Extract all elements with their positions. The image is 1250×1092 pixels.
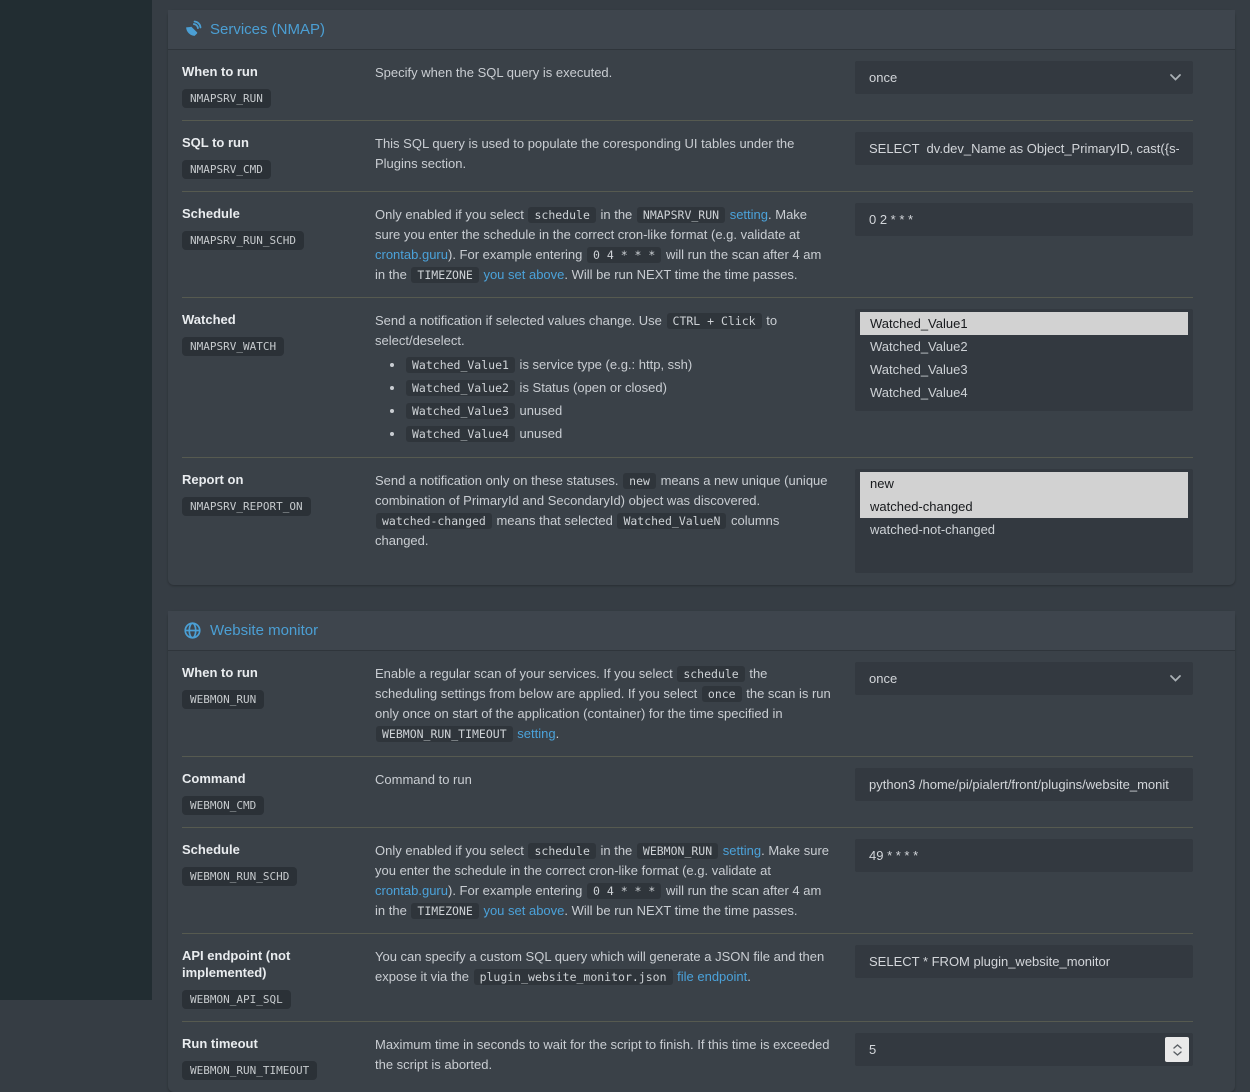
text-segment: the scan is run only once on start of the application (container) for the time specified in bbox=[375, 686, 831, 721]
section-rows bbox=[168, 50, 1235, 585]
text-segment: in the bbox=[596, 207, 636, 222]
setting-code-badge: NMAPSRV_REPORT_ON bbox=[182, 497, 311, 516]
setting-row-webmon-api-sql bbox=[182, 933, 1193, 1021]
text-segment: Enable a regular scan of your services. If you select bbox=[375, 666, 677, 681]
text-segment: Send a notification only on these statuses. bbox=[375, 473, 623, 488]
chevron-down-icon bbox=[1170, 675, 1181, 682]
inline-code: WEBMON_RUN bbox=[637, 843, 718, 859]
text-segment: Send a notification if selected values change. Use bbox=[375, 313, 666, 328]
listbox-option[interactable]: Watched_Value4 bbox=[870, 385, 968, 400]
setting-description bbox=[375, 1035, 831, 1075]
setting-description bbox=[375, 770, 831, 790]
inline-code: Watched_ValueN bbox=[617, 513, 726, 529]
setting-label: Schedule bbox=[182, 206, 240, 221]
sidebar bbox=[0, 0, 152, 1000]
section-rows bbox=[168, 651, 1235, 1092]
text-segment: Maximum time in seconds to wait for the script to finish. If this time is exceeded the script is aborted. bbox=[375, 1037, 830, 1072]
setting-row-webmon-run bbox=[182, 651, 1193, 756]
settings-content bbox=[152, 0, 1250, 1092]
text-segment: . Will be run NEXT time the time passes. bbox=[564, 903, 798, 918]
select-value: once bbox=[869, 70, 898, 85]
inline-code: Watched_Value3 bbox=[406, 403, 515, 419]
setting-description bbox=[375, 947, 831, 987]
setting-label: SQL to run bbox=[182, 135, 249, 150]
nmapsrv-run-select[interactable] bbox=[855, 61, 1193, 94]
text-segment: unused bbox=[515, 426, 563, 441]
bullet-item bbox=[405, 377, 831, 399]
inline-code: schedule bbox=[528, 843, 595, 859]
setting-code-badge: NMAPSRV_RUN_SCHD bbox=[182, 231, 304, 250]
setting-description bbox=[375, 471, 831, 551]
setting-row-webmon-cmd bbox=[182, 756, 1193, 827]
listbox-option[interactable]: Watched_Value1 bbox=[860, 312, 1188, 335]
chevron-down-icon bbox=[1173, 1051, 1182, 1056]
inline-code: Watched_Value2 bbox=[406, 380, 515, 396]
listbox-option[interactable]: watched-changed bbox=[860, 495, 1188, 518]
inline-code: Watched_Value4 bbox=[406, 426, 515, 442]
inline-link[interactable]: you set above bbox=[483, 903, 565, 918]
bullet-item bbox=[405, 423, 831, 445]
text-segment: Only enabled if you select bbox=[375, 843, 528, 858]
webmon-api-sql-input[interactable] bbox=[855, 945, 1193, 978]
nmapsrv-run-schd-input[interactable] bbox=[855, 203, 1193, 236]
setting-description bbox=[375, 841, 831, 921]
nmapsrv-cmd-input[interactable] bbox=[855, 132, 1193, 165]
listbox-option[interactable]: watched-not-changed bbox=[870, 522, 996, 537]
bullet-item bbox=[405, 400, 831, 422]
text-segment: ). For example entering bbox=[448, 247, 587, 262]
text-segment: Specify when the SQL query is executed. bbox=[375, 65, 613, 80]
bullet-item bbox=[405, 354, 831, 376]
webmon-run-select[interactable] bbox=[855, 662, 1193, 695]
setting-code-badge: WEBMON_CMD bbox=[182, 796, 264, 815]
inline-code: CTRL + Click bbox=[667, 313, 762, 329]
setting-label: When to run bbox=[182, 64, 258, 79]
setting-label: API endpoint (not implemented) bbox=[182, 948, 291, 980]
inline-code: watched-changed bbox=[376, 513, 492, 529]
text-segment: will run the scan after 4 am in the bbox=[375, 883, 822, 918]
setting-code-badge: WEBMON_RUN_SCHD bbox=[182, 867, 297, 886]
inline-code: new bbox=[623, 473, 656, 489]
setting-row-nmapsrv-cmd bbox=[182, 120, 1193, 191]
setting-label: Run timeout bbox=[182, 1036, 258, 1051]
select-value: once bbox=[869, 671, 898, 686]
setting-code-badge: NMAPSRV_CMD bbox=[182, 160, 271, 179]
chevron-up-icon bbox=[1173, 1044, 1182, 1049]
text-segment: is service type (e.g.: http, ssh) bbox=[515, 357, 693, 372]
inline-link[interactable]: setting bbox=[729, 207, 769, 222]
text-segment: You can specify a custom SQL query which will generate a JSON file and then expose it via the bbox=[375, 949, 825, 984]
text-segment: ). For example entering bbox=[448, 883, 587, 898]
setting-label: When to run bbox=[182, 665, 258, 680]
section-title: Website monitor bbox=[210, 622, 319, 639]
section-header-services-nmap bbox=[168, 10, 1235, 50]
setting-row-webmon-run-schd bbox=[182, 827, 1193, 933]
webmon-run-timeout-field bbox=[855, 1033, 1193, 1066]
inline-link[interactable]: crontab.guru bbox=[375, 247, 448, 262]
setting-row-nmapsrv-run bbox=[182, 50, 1193, 120]
setting-row-nmapsrv-watch bbox=[182, 297, 1193, 457]
setting-description bbox=[375, 63, 831, 83]
setting-code-badge: NMAPSRV_WATCH bbox=[182, 337, 284, 356]
watched-values-list bbox=[405, 354, 831, 445]
text-segment: . bbox=[555, 726, 560, 741]
text-segment: unused bbox=[515, 403, 563, 418]
listbox-option[interactable]: Watched_Value3 bbox=[870, 362, 968, 377]
number-spinner[interactable] bbox=[1165, 1037, 1189, 1062]
setting-row-nmapsrv-report-on bbox=[182, 457, 1193, 585]
inline-code: WEBMON_RUN_TIMEOUT bbox=[376, 726, 513, 742]
inline-link[interactable]: file endpoint bbox=[677, 969, 748, 984]
setting-code-badge: WEBMON_RUN_TIMEOUT bbox=[182, 1061, 317, 1080]
inline-code: TIMEZONE bbox=[411, 267, 478, 283]
text-segment: Only enabled if you select bbox=[375, 207, 528, 222]
text-segment: This SQL query is used to populate the coresponding UI tables under the Plugins section. bbox=[375, 136, 795, 171]
nmapsrv-watch-listbox[interactable] bbox=[855, 309, 1193, 411]
satellite-dish-icon bbox=[184, 21, 201, 38]
chevron-down-icon bbox=[1170, 74, 1181, 81]
inline-code: schedule bbox=[528, 207, 595, 223]
inline-link[interactable]: setting bbox=[517, 726, 556, 741]
listbox-option[interactable]: Watched_Value2 bbox=[870, 339, 968, 354]
setting-description bbox=[375, 134, 831, 174]
section-header-website-monitor bbox=[168, 611, 1235, 651]
inline-code: plugin_website_monitor.json bbox=[474, 969, 673, 985]
setting-label: Report on bbox=[182, 472, 244, 487]
inline-code: 0 4 * * * bbox=[587, 883, 661, 899]
globe-icon bbox=[184, 622, 201, 639]
section-title: Services (NMAP) bbox=[210, 21, 326, 38]
setting-row-webmon-run-timeout bbox=[182, 1021, 1193, 1092]
inline-code: once bbox=[702, 686, 742, 702]
text-segment: will run the scan after 4 am in the bbox=[375, 247, 822, 282]
text-segment: to select/deselect. bbox=[375, 313, 778, 348]
text-segment: . Make sure you enter the schedule in the correct cron-like format (e.g. validate at bbox=[375, 843, 830, 878]
text-segment: in the bbox=[596, 843, 636, 858]
setting-label: Watched bbox=[182, 312, 236, 327]
inline-code: TIMEZONE bbox=[411, 903, 478, 919]
section-website-monitor bbox=[168, 611, 1235, 1092]
setting-description bbox=[375, 664, 831, 744]
webmon-run-schd-input[interactable] bbox=[855, 839, 1193, 872]
setting-code-badge: WEBMON_API_SQL bbox=[182, 990, 291, 1009]
setting-description bbox=[375, 311, 831, 351]
text-segment: the scheduling settings from below are applied. If you select bbox=[375, 666, 768, 701]
setting-code-badge: NMAPSRV_RUN bbox=[182, 89, 271, 108]
inline-code: 0 4 * * * bbox=[587, 247, 661, 263]
listbox-option[interactable]: new bbox=[860, 472, 1188, 495]
setting-label: Command bbox=[182, 771, 246, 786]
section-services-nmap bbox=[168, 10, 1235, 585]
text-segment: . bbox=[747, 969, 751, 984]
webmon-cmd-input[interactable] bbox=[855, 768, 1193, 801]
text-segment: Command to run bbox=[375, 772, 472, 787]
inline-code: NMAPSRV_RUN bbox=[637, 207, 725, 223]
text-segment: . Will be run NEXT time the time passes. bbox=[564, 267, 798, 282]
inline-link[interactable]: crontab.guru bbox=[375, 883, 448, 898]
setting-label: Schedule bbox=[182, 842, 240, 857]
text-segment: is Status (open or closed) bbox=[515, 380, 667, 395]
text-segment: means a new unique (unique combination of PrimaryId and SecondaryId) object was discovered. bbox=[375, 473, 828, 508]
setting-row-nmapsrv-run-schd bbox=[182, 191, 1193, 297]
inline-link[interactable]: you set above bbox=[483, 267, 565, 282]
text-segment: . Make sure you enter the schedule in the correct cron-like format (e.g. validate at bbox=[375, 207, 808, 242]
inline-link[interactable]: setting bbox=[722, 843, 762, 858]
setting-description bbox=[375, 205, 831, 285]
inline-code: Watched_Value1 bbox=[406, 357, 515, 373]
setting-code-badge: WEBMON_RUN bbox=[182, 690, 264, 709]
webmon-run-timeout-input[interactable] bbox=[855, 1033, 1193, 1066]
inline-code: schedule bbox=[677, 666, 744, 682]
text-segment: columns changed. bbox=[375, 513, 780, 548]
text-segment: means that selected bbox=[492, 513, 617, 528]
nmapsrv-report-on-listbox[interactable] bbox=[855, 469, 1193, 573]
